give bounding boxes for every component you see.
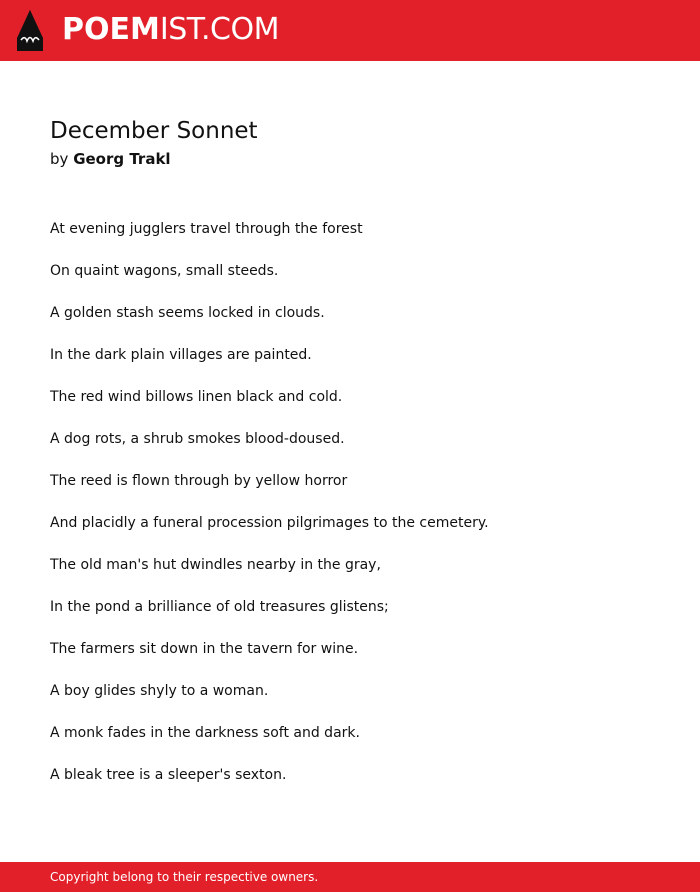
poem-line: In the dark plain villages are painted.	[50, 347, 312, 363]
poem-line: The farmers sit down in the tavern for wine.	[50, 641, 359, 657]
pencil-tip-icon[interactable]	[17, 10, 43, 51]
poem-line: A bleak tree is a sleeper's sexton.	[50, 767, 287, 783]
author-name: Georg Trakl	[73, 150, 171, 168]
poem-line: On quaint wagons, small steeds.	[50, 263, 279, 279]
poem-title: December Sonnet	[50, 118, 258, 144]
poem-line: The old man's hut dwindles nearby in the gray,	[50, 557, 381, 573]
byline	[50, 148, 171, 170]
poem-line: And placidly a funeral procession pilgrimages to the cemetery.	[50, 515, 489, 531]
poem-line: A dog rots, a shrub smokes blood-doused.	[50, 431, 345, 447]
poem-line: A golden stash seems locked in clouds.	[50, 305, 325, 321]
poem-body	[50, 219, 489, 807]
site-footer	[0, 862, 700, 892]
copyright-notice: Copyright belong to their respective owners.	[50, 870, 319, 884]
poem-line: A monk fades in the darkness soft and dark.	[50, 725, 360, 741]
site-header	[0, 0, 700, 61]
poem-line: The reed is flown through by yellow horror	[50, 473, 348, 489]
poem-line: A boy glides shyly to a woman.	[50, 683, 269, 699]
brand-name-light: IST.COM	[159, 12, 279, 47]
poem-line: In the pond a brilliance of old treasures glistens;	[50, 599, 389, 615]
poem-line: The red wind billows linen black and cold.	[50, 389, 343, 405]
brand-name-bold: POEM	[62, 12, 160, 47]
site-logo-link[interactable]	[62, 12, 279, 48]
poem-line: At evening jugglers travel through the forest	[50, 221, 363, 237]
by-label: by	[50, 150, 69, 168]
